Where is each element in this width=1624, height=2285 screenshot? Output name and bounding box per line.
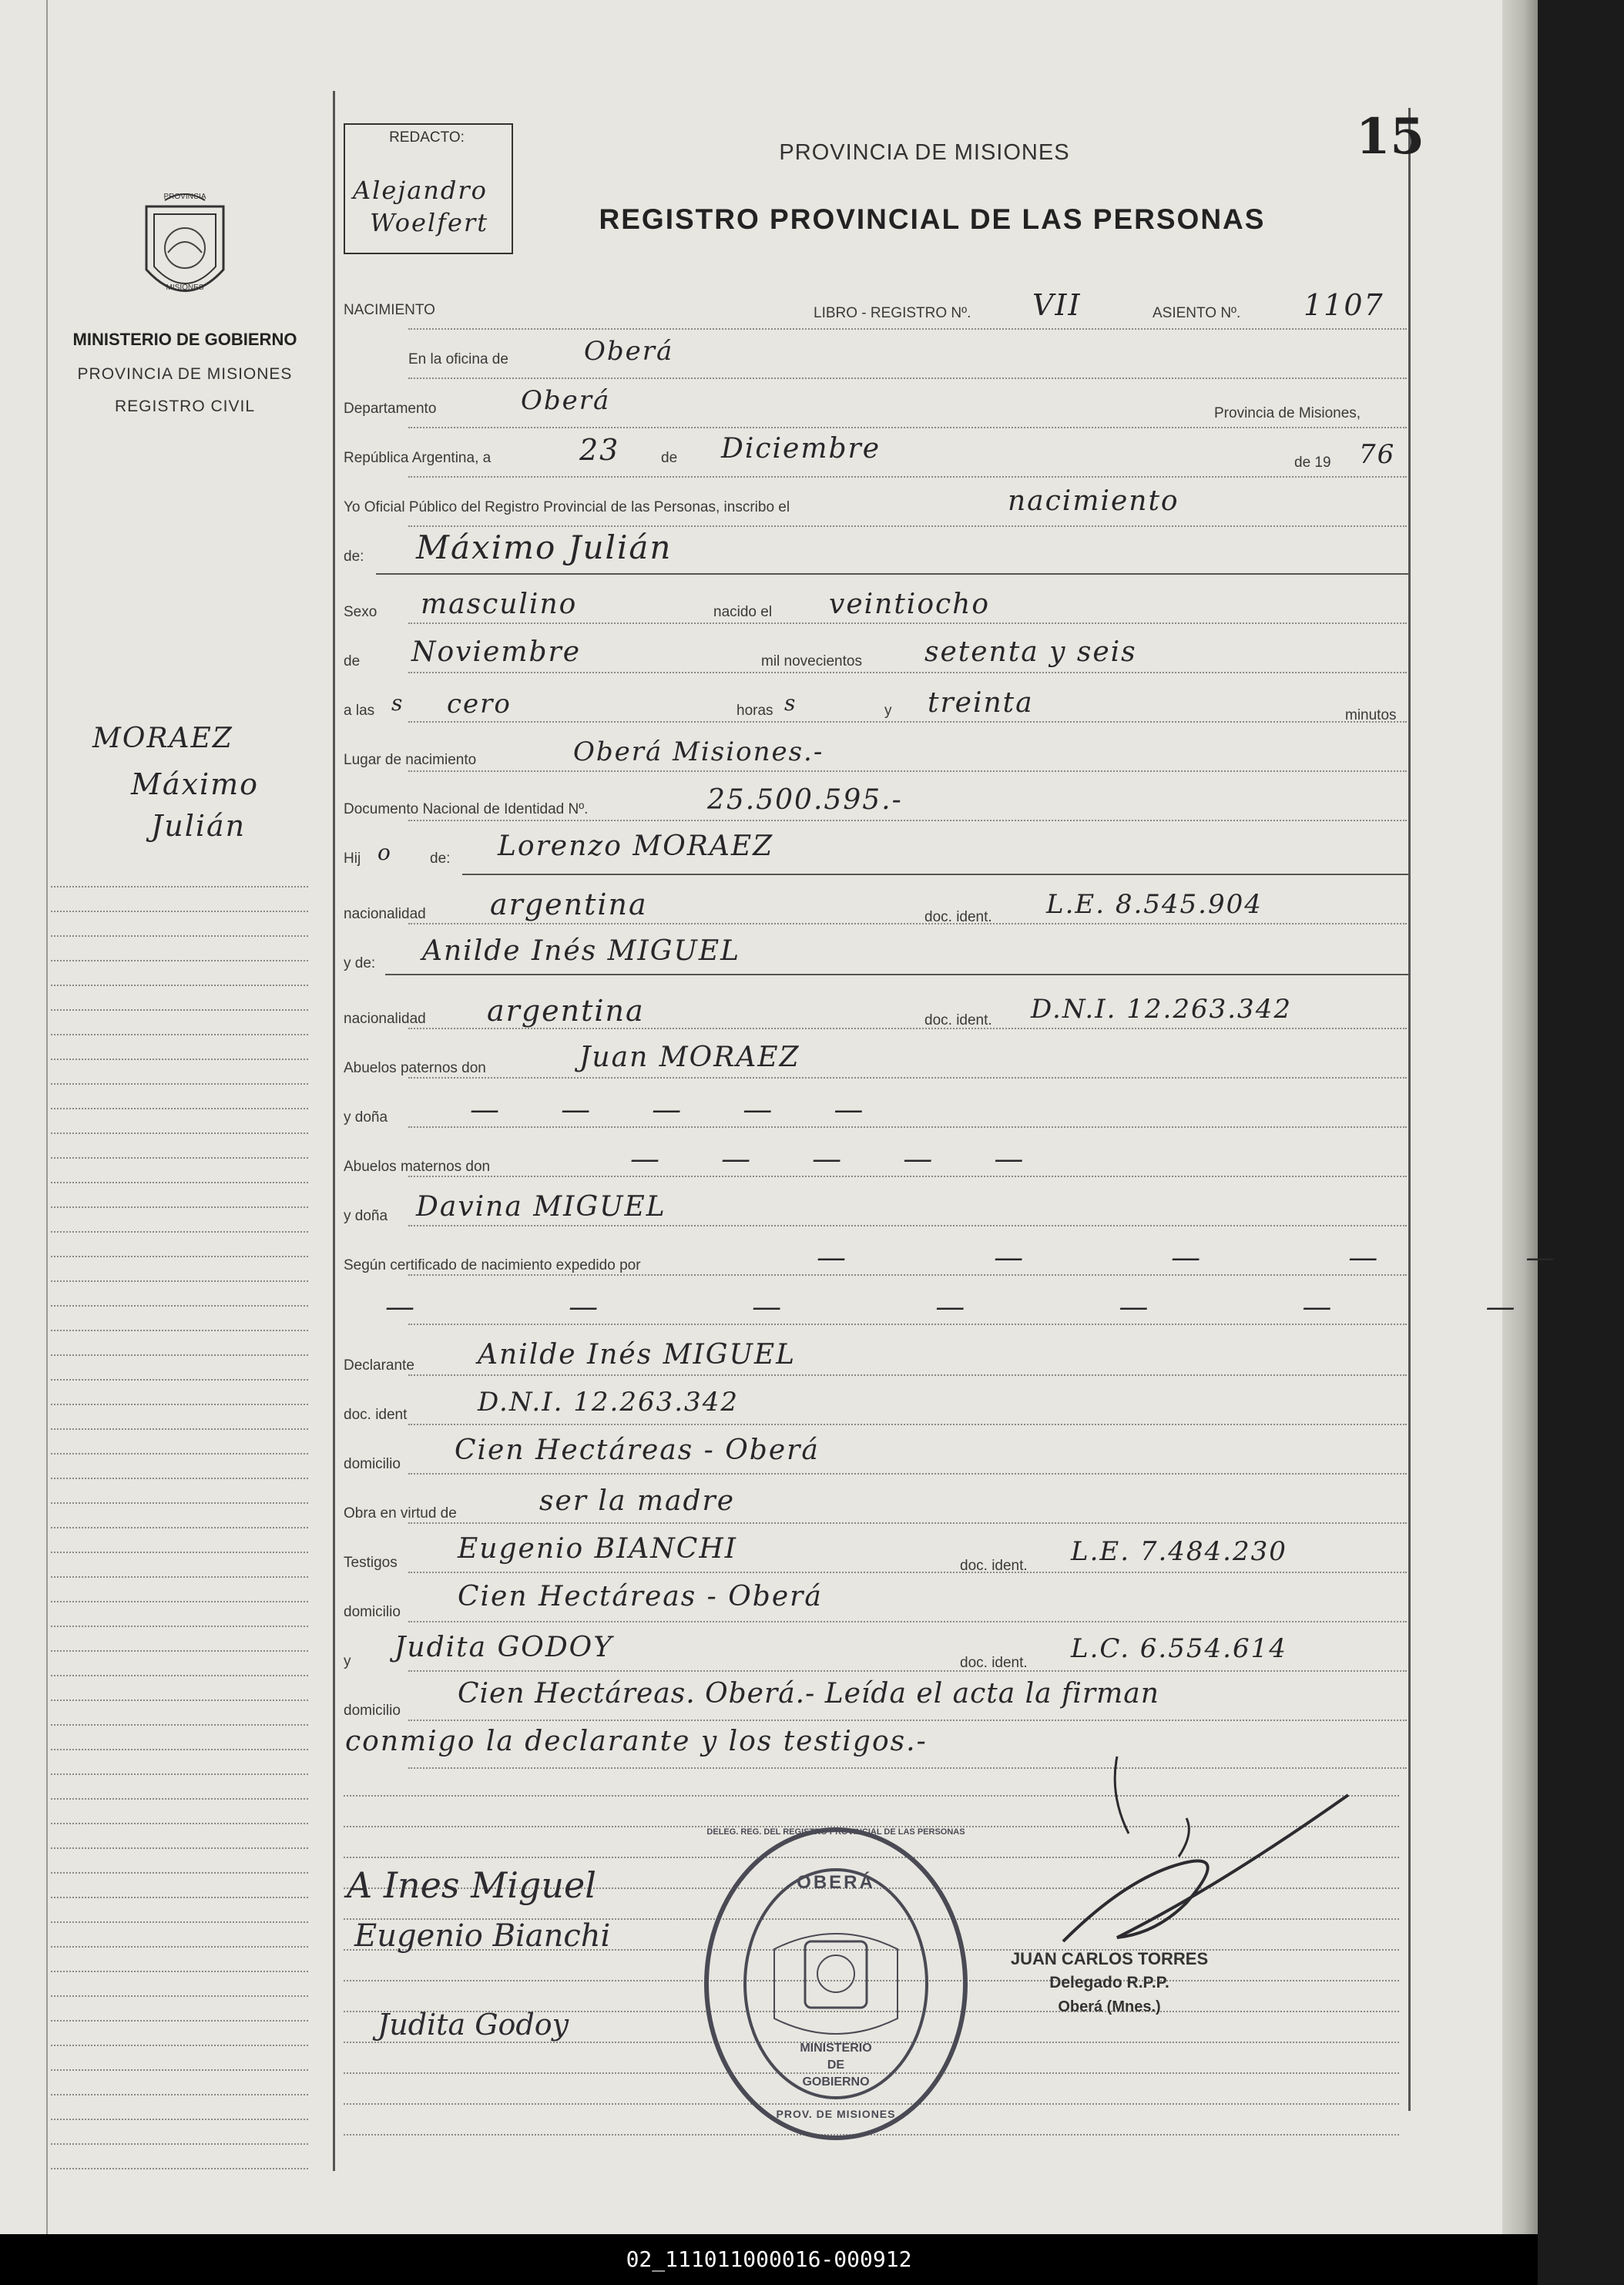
margin-dotted-line — [51, 1034, 308, 1035]
label-de: de — [661, 450, 678, 466]
redacto-name-line2: Woelfert — [370, 208, 489, 237]
signature-testigo1: Eugenio Bianchi — [354, 1918, 611, 1954]
value-nacido-mes: Noviembre — [411, 636, 582, 668]
label-doc-padre: doc. ident. — [924, 909, 992, 925]
stamp-bottom: PROV. DE MISIONES — [776, 2108, 896, 2120]
label-asiento: ASIENTO Nº. — [1153, 305, 1241, 321]
form-dotted-line — [408, 1126, 1407, 1128]
value-dia: 23 — [579, 433, 620, 467]
value-acto: nacimiento — [1008, 485, 1179, 517]
value-testigo1: Eugenio BIANCHI — [458, 1533, 737, 1565]
margin-dotted-line — [51, 1206, 308, 1208]
value-hij-suffix: o — [377, 840, 392, 865]
ministry-title: MINISTERIO DE GOBIERNO — [72, 330, 297, 349]
margin-dotted-line — [51, 1404, 308, 1405]
margin-dotted-line — [51, 1305, 308, 1307]
margin-dotted-line — [51, 1379, 308, 1381]
form-dotted-line — [408, 1522, 1407, 1524]
margin-dotted-line — [51, 1971, 308, 1972]
value-nac-madre: argentina — [487, 994, 645, 1028]
value-testigo2: Judita GODOY — [394, 1632, 613, 1663]
margin-dotted-line — [51, 1650, 308, 1652]
form-dotted-line — [408, 820, 1407, 821]
provincial-seal-icon — [131, 185, 239, 316]
value-declarante: Anilde Inés MIGUEL — [478, 1339, 796, 1371]
label-doc-declarante: doc. ident — [344, 1407, 408, 1423]
label-nacimiento: NACIMIENTO — [344, 302, 435, 318]
label-y: y — [884, 703, 892, 719]
label-doc-madre: doc. ident. — [924, 1012, 992, 1028]
value-domicilio-testigo2: Cien Hectáreas. Oberá.- Leída el acta la firman — [458, 1678, 1159, 1710]
form-dotted-line — [408, 1670, 1407, 1672]
label-segun: Según certificado de nacimiento expedido por — [344, 1257, 641, 1273]
margin-dotted-line — [51, 1823, 308, 1824]
form-dotted-line — [408, 1176, 1407, 1177]
value-doc-testigo2: L.C. 6.554.614 — [1071, 1633, 1287, 1664]
margin-dotted-line — [51, 1231, 308, 1233]
value-nac-padre: argentina — [490, 887, 648, 921]
margin-dotted-line — [51, 1157, 308, 1159]
margin-dotted-line — [51, 2119, 308, 2120]
margin-dotted-line — [51, 1552, 308, 1553]
form-dotted-line — [408, 476, 1407, 478]
label-de-19: de 19 — [1294, 455, 1331, 471]
label-abuelos-maternos: Abuelos maternos don — [344, 1159, 491, 1175]
label-republica: República Argentina, a — [344, 450, 492, 466]
margin-dotted-line — [51, 2143, 308, 2145]
redacto-label: REDACTO: — [389, 129, 465, 146]
label-y-testigo: y — [344, 1653, 351, 1669]
signature-declarante: A Ines Miguel — [347, 1864, 596, 1906]
margin-dotted-line — [51, 2020, 308, 2022]
margin-dotted-line — [51, 960, 308, 961]
official-signature-mark — [1002, 1749, 1371, 1965]
margin-dotted-line — [51, 935, 308, 937]
margin-dotted-line — [51, 1699, 308, 1701]
margin-dotted-line — [51, 1601, 308, 1602]
margin-dotted-line — [51, 1576, 308, 1578]
margin-dotted-line — [51, 1059, 308, 1060]
value-dni: 25.500.595.- — [707, 784, 903, 816]
header-province: PROVINCIA DE MISIONES — [779, 140, 1070, 165]
label-provincia: Provincia de Misiones, — [1214, 405, 1361, 421]
label-a-las: a las — [344, 703, 375, 719]
label-domicilio-declarante: domicilio — [344, 1456, 401, 1472]
value-madre: Anilde Inés MIGUEL — [422, 935, 740, 967]
value-nacido-dia: veintiocho — [829, 589, 991, 620]
label-libro: LIBRO - REGISTRO Nº. — [814, 305, 971, 321]
value-mes: Diciembre — [721, 433, 881, 465]
margin-dotted-line — [51, 1354, 308, 1356]
form-dotted-line — [408, 1424, 1407, 1425]
margin-dotted-line — [51, 1724, 308, 1726]
value-abuela-paterna: — — — — — — [470, 1092, 890, 1126]
form-dotted-line — [408, 1720, 1407, 1721]
label-abuelos-paternos: Abuelos paternos don — [344, 1060, 486, 1076]
form-dotted-line — [408, 1374, 1407, 1376]
margin-dotted-line — [51, 1527, 308, 1528]
margin-dotted-line — [51, 1995, 308, 1997]
label-nacido: nacido el — [713, 604, 773, 620]
label-y-dona-materna: y doña — [344, 1208, 388, 1224]
form-dotted-line — [408, 525, 1407, 527]
stamp-inner-2: DE — [827, 2059, 845, 2072]
value-sexo: masculino — [421, 589, 578, 620]
label-documento: Documento Nacional de Identidad Nº. — [344, 801, 589, 817]
value-segun-2: — — — — — — — — [385, 1290, 1588, 1324]
frame-right-line — [1408, 108, 1411, 2111]
official-name: JUAN CARLOS TORRES — [1010, 1949, 1209, 1968]
margin-dotted-line — [51, 985, 308, 986]
archive-footer: 02_111011000016-000912 — [0, 2234, 1538, 2285]
margin-dotted-line — [51, 911, 308, 912]
label-doc-testigo1: doc. ident. — [960, 1558, 1028, 1574]
form-dotted-line — [408, 1473, 1407, 1475]
label-horas: horas — [737, 703, 773, 719]
margin-dotted-line — [51, 1798, 308, 1800]
margin-dotted-line — [51, 1132, 308, 1134]
stamp-top: OBERÁ — [797, 1872, 875, 1893]
value-abuela-materna: Davina MIGUEL — [416, 1191, 666, 1223]
value-abuelo-paterno: Juan MORAEZ — [579, 1042, 800, 1073]
label-nacionalidad-madre: nacionalidad — [344, 1011, 426, 1027]
value-domicilio-declarante: Cien Hectáreas - Oberá — [455, 1434, 820, 1466]
margin-dotted-line — [51, 1946, 308, 1948]
margin-dotted-line — [51, 1872, 308, 1874]
stamp-ring-text: DELEG. REG. DEL REGISTRO PROVINCIAL DE LAS PERSONAS — [706, 1827, 965, 1837]
margin-note-surname: MORAEZ — [92, 723, 233, 754]
label-doc-testigo2: doc. ident. — [960, 1655, 1028, 1671]
form-dotted-line — [408, 622, 1407, 624]
seal-lettering-top: PROVINCIA — [163, 193, 206, 201]
margin-dotted-line — [51, 1280, 308, 1282]
margin-dotted-line — [51, 2168, 308, 2169]
label-minutos: minutos — [1345, 707, 1397, 723]
label-mil: mil novecientos — [761, 653, 862, 669]
value-departamento: Oberá — [521, 385, 611, 416]
label-nacionalidad-padre: nacionalidad — [344, 906, 426, 922]
value-segun: — — — — — — [817, 1240, 1624, 1274]
value-minutos: treinta — [928, 687, 1034, 719]
value-anio: 76 — [1359, 439, 1396, 470]
form-dotted-line — [408, 770, 1407, 772]
margin-dotted-line — [51, 1453, 308, 1455]
value-cierre: conmigo la declarante y los testigos.- — [345, 1726, 928, 1757]
margin-dotted-line — [51, 1749, 308, 1750]
form-dotted-line — [408, 672, 1407, 673]
margin-dotted-line — [51, 1330, 308, 1331]
margin-dotted-line — [51, 2094, 308, 2095]
value-domicilio-testigo1: Cien Hectáreas - Oberá — [458, 1581, 823, 1612]
margin-dotted-line — [51, 2045, 308, 2046]
label-obra: Obra en virtud de — [344, 1505, 457, 1522]
value-horas-suffix: s — [784, 690, 797, 716]
value-oficina: Oberá — [584, 336, 674, 367]
father-underline — [462, 874, 1408, 875]
page-number: 15 — [1356, 108, 1425, 166]
page-edge — [1502, 0, 1538, 2234]
margin-dotted-line — [51, 1847, 308, 1849]
form-dotted-line — [408, 1324, 1407, 1325]
seal-lettering-bottom: MISIONES — [166, 284, 204, 292]
signature-testigo2: Judita Godoy — [377, 2008, 569, 2042]
label-hij: Hij — [344, 851, 361, 867]
mother-underline — [385, 974, 1408, 975]
redacto-name-line1: Alejandro — [353, 176, 488, 205]
label-de-colon-2: de: — [430, 851, 451, 867]
margin-dotted-line — [51, 1009, 308, 1011]
margin-dotted-line — [51, 1182, 308, 1183]
value-abuelo-materno: — — — — — — [630, 1142, 1050, 1176]
official-place: Oberá (Mnes.) — [1058, 1998, 1161, 2015]
form-dotted-line — [408, 1028, 1407, 1029]
label-yo-oficial: Yo Oficial Público del Registro Provincial de las Personas, inscribo el — [344, 499, 790, 515]
margin-dotted-line — [51, 1256, 308, 1257]
label-de-colon: de: — [344, 549, 364, 565]
label-y-de: y de: — [344, 955, 376, 971]
margin-dotted-line — [51, 1502, 308, 1504]
value-doc-padre: L.E. 8.545.904 — [1046, 889, 1263, 920]
stamp-inner-1: MINISTERIO — [800, 2042, 872, 2055]
value-doc-declarante: D.N.I. 12.263.342 — [478, 1387, 739, 1418]
value-libro: VII — [1032, 288, 1082, 322]
label-lugar: Lugar de nacimiento — [344, 752, 477, 768]
value-nombre: Máximo Julián — [416, 528, 673, 566]
form-dotted-line — [408, 427, 1407, 428]
label-testigos: Testigos — [344, 1555, 398, 1571]
value-hora: cero — [447, 689, 512, 720]
value-obra: ser la madre — [539, 1485, 736, 1517]
form-dotted-line — [408, 721, 1407, 723]
form-dotted-line — [408, 923, 1407, 924]
margin-dotted-line — [51, 1108, 308, 1109]
value-asiento: 1107 — [1304, 288, 1384, 322]
margin-note-name2: Julián — [151, 809, 247, 843]
form-dotted-line — [408, 1621, 1407, 1622]
label-sexo: Sexo — [344, 604, 377, 620]
stamp-inner-3: GOBIERNO — [802, 2075, 870, 2089]
margin-dotted-line — [51, 1428, 308, 1430]
value-padre: Lorenzo MORAEZ — [498, 830, 774, 862]
value-doc-testigo1: L.E. 7.484.230 — [1071, 1536, 1287, 1567]
label-oficina: En la oficina de — [408, 351, 508, 367]
ministry-subtitle-1: PROVINCIA DE MISIONES — [77, 365, 293, 383]
margin-dotted-line — [51, 1921, 308, 1923]
margin-dotted-line — [51, 2069, 308, 2071]
value-doc-madre: D.N.I. 12.263.342 — [1031, 994, 1292, 1025]
label-de-2: de — [344, 653, 361, 669]
margin-dotted-line — [51, 1897, 308, 1898]
form-dotted-line — [408, 377, 1407, 379]
form-dotted-line — [408, 1274, 1407, 1276]
form-dotted-line — [408, 328, 1407, 330]
form-dotted-line — [408, 1077, 1407, 1079]
label-domicilio-testigo2: domicilio — [344, 1703, 401, 1719]
value-lugar: Oberá Misiones.- — [573, 737, 824, 767]
form-dotted-line — [408, 1572, 1407, 1573]
label-domicilio-testigo1: domicilio — [344, 1604, 401, 1620]
margin-dotted-line — [51, 1478, 308, 1479]
name-underline — [376, 573, 1408, 575]
label-declarante: Declarante — [344, 1357, 414, 1374]
official-role: Delegado R.P.P. — [1049, 1974, 1169, 1991]
value-las-suffix: s — [391, 690, 404, 716]
form-dotted-line — [408, 1225, 1407, 1226]
frame-left-line — [333, 91, 335, 2171]
label-departamento: Departamento — [344, 401, 437, 417]
label-y-dona-paterna: y doña — [344, 1109, 388, 1126]
value-nacido-anio: setenta y seis — [924, 636, 1137, 668]
ministry-subtitle-2: REGISTRO CIVIL — [114, 398, 256, 415]
margin-dotted-line — [51, 1083, 308, 1085]
margin-dotted-line — [51, 1773, 308, 1775]
margin-dotted-line — [51, 1626, 308, 1627]
margin-note-name1: Máximo — [131, 767, 260, 801]
margin-dotted-line — [51, 1675, 308, 1676]
header-title: REGISTRO PROVINCIAL DE LAS PERSONAS — [599, 203, 1266, 235]
margin-dotted-line — [51, 886, 308, 887]
